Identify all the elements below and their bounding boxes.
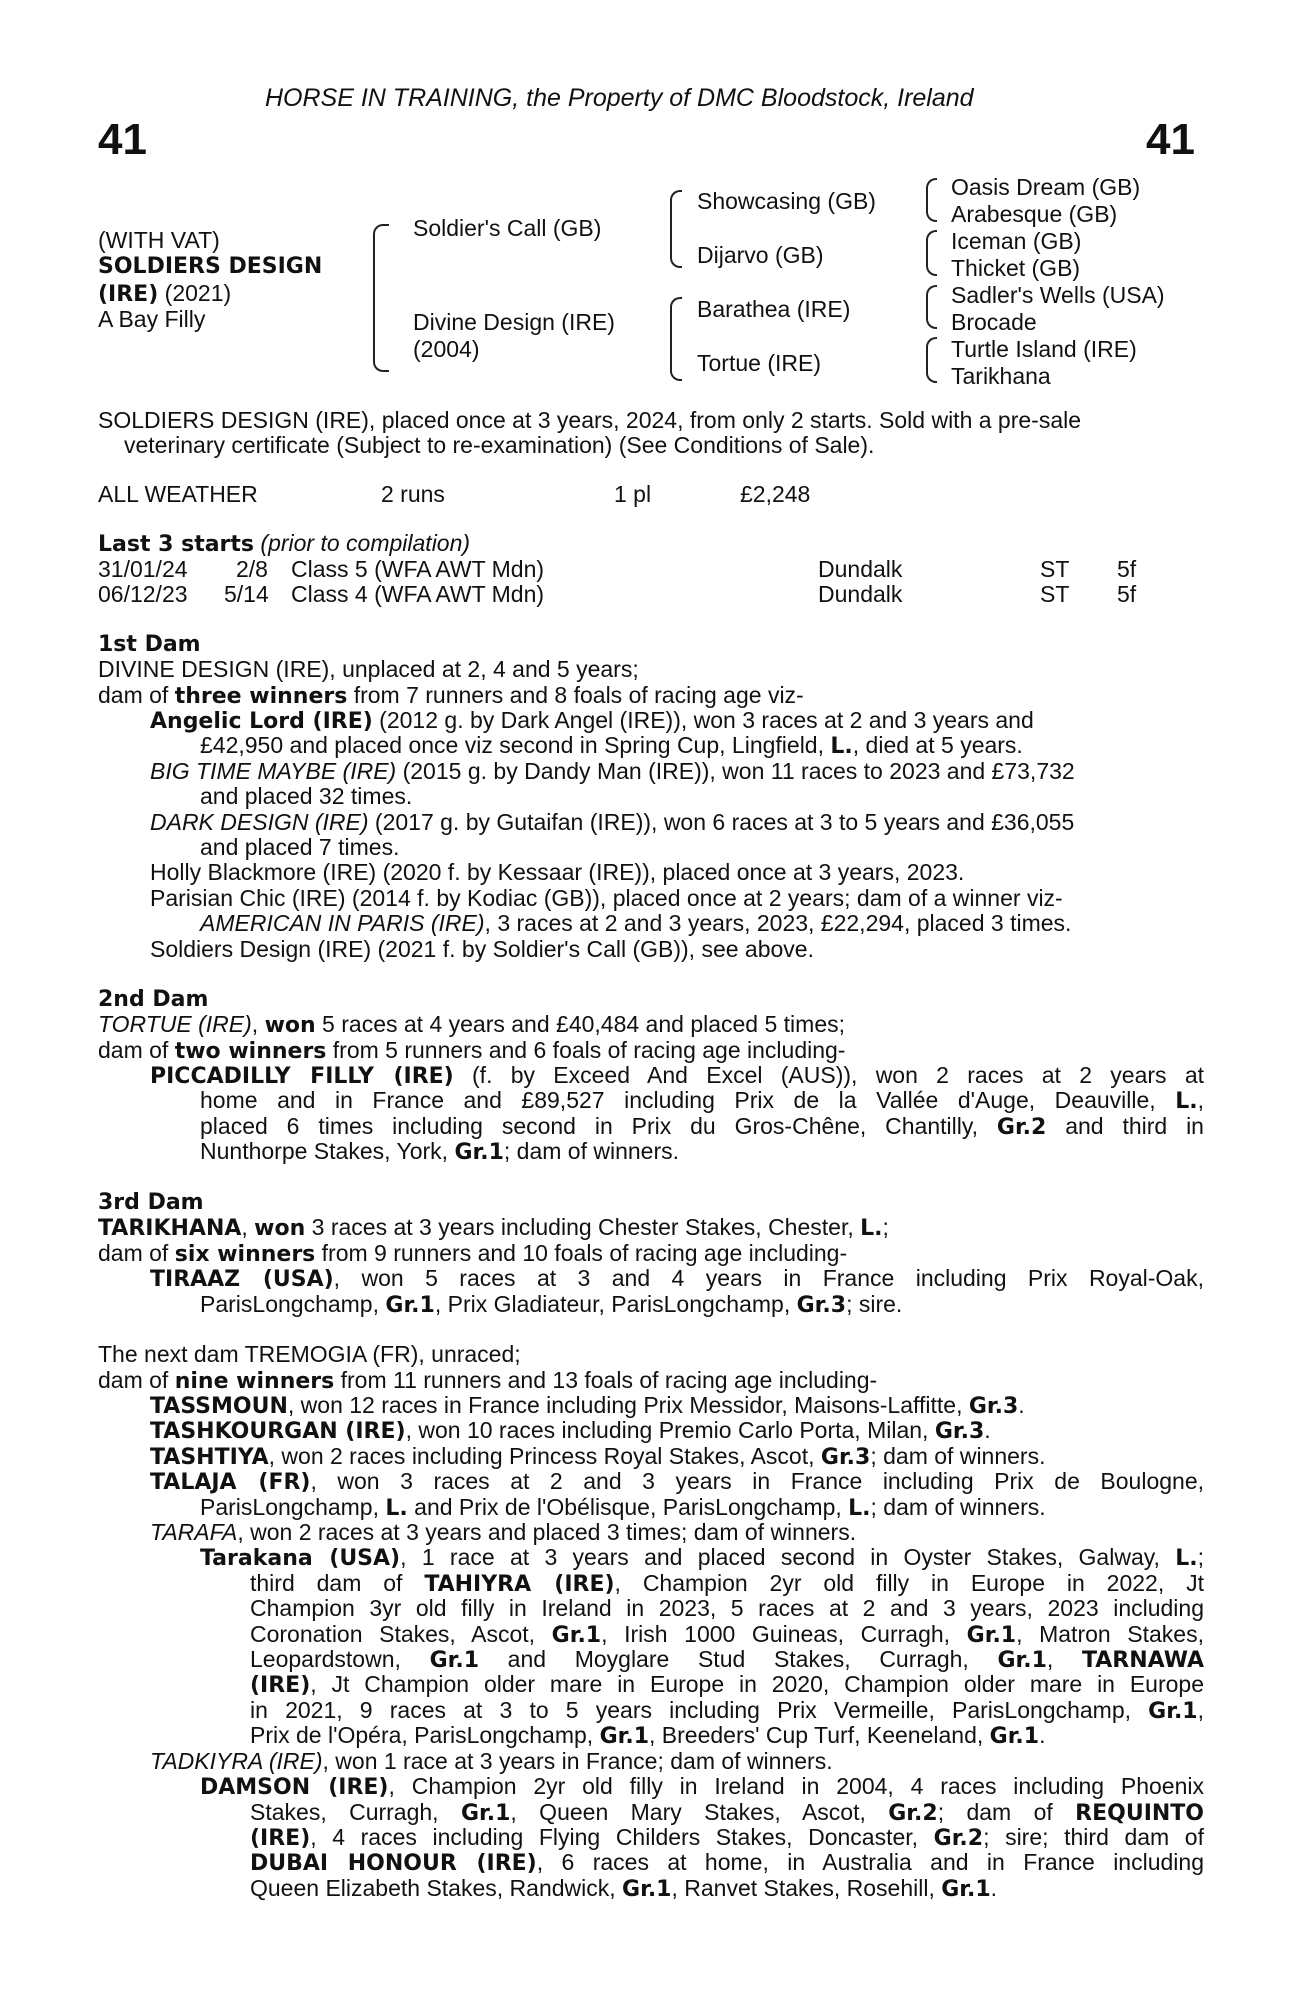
start-date: 31/01/24 [98,556,188,582]
next-dam-entry-cont: ParisLongchamp, L. and Prix de l'Obélisque, ParisLongchamp, L.; dam of winners. [200,1494,1046,1521]
lot-number-left: 41 [98,115,147,164]
first-dam-entry-cont: and placed 7 times. [200,834,400,860]
second-dam-entry-cont: placed 6 times including second in Prix du Gros-Chêne, Chantilly, Gr.2 and third in [200,1113,1204,1140]
next-dam-subentry-cont: Queen Elizabeth Stakes, Randwick, Gr.1, Ranvet Stakes, Rosehill, Gr.1. [250,1875,998,1902]
pedigree-g4: Thicket (GB) [951,255,1081,281]
next-dam-subentry-cont: Prix de l'Opéra, ParisLongchamp, Gr.1, Breeders' Cup Turf, Keeneland, Gr.1. [250,1722,1046,1749]
first-dam-heading: 1st Dam [98,632,201,657]
pedigree-dam: Divine Design (IRE) [413,309,615,335]
next-dam-subentry-cont: Stakes, Curragh, Gr.1, Queen Mary Stakes, Ascot, Gr.2; dam of REQUINTO [250,1799,1205,1826]
first-dam-entry: DARK DESIGN (IRE) (2017 g. by Gutaifan (IRE)), won 6 races at 3 to 5 years and £36,055 [150,809,1075,835]
pedigree-g1: Oasis Dream (GB) [951,174,1141,200]
first-dam-entry: Soldiers Design (IRE) (2021 f. by Soldier's Call (GB)), see above. [150,936,814,962]
summary-line1: SOLDIERS DESIGN (IRE), placed once at 3 years, 2024, from only 2 starts. Sold with a pre-sale [98,407,1082,433]
first-dam-entry: BIG TIME MAYBE (IRE) (2015 g. by Dandy Man (IRE)), won 11 races to 2023 and £73,732 [150,758,1075,784]
horse-name: SOLDIERS DESIGN [98,254,323,279]
start-going: ST [1040,581,1070,607]
next-dam-subentry: Tarakana (USA), 1 race at 3 years and placed second in Oyster Stakes, Galway, L.; [200,1544,1204,1571]
start-distance: 5f [1117,556,1137,582]
first-dam-line2: dam of three winners from 7 runners and 8 foals of racing age viz- [98,682,804,709]
start-course: Dundalk [818,556,903,582]
lot-number-right: 41 [1146,115,1195,164]
record-runs: 2 runs [381,481,445,507]
second-dam-line1: TORTUE (IRE), won 5 races at 4 years and £40,484 and placed 5 times; [98,1011,846,1038]
next-dam-subentry: DAMSON (IRE), Champion 2yr old filly in Ireland in 2004, 4 races including Phoenix [200,1773,1204,1800]
pedigree-brace-sire [670,190,682,268]
pedigree-g7: Turtle Island (IRE) [951,336,1137,362]
start-distance: 5f [1117,581,1137,607]
first-dam-entry-cont: AMERICAN IN PARIS (IRE), 3 races at 2 and 3 years, 2023, £22,294, placed 3 times. [200,910,1072,936]
next-dam-subentry-cont: DUBAI HONOUR (IRE), 6 races at home, in Australia and in France including [250,1849,1204,1876]
next-dam-subentry-cont: in 2021, 9 races at 3 to 5 years including Prix Vermeille, ParisLongchamp, Gr.1, [250,1697,1204,1724]
pedigree-brace-g2 [926,230,937,276]
pedigree-g8: Tarikhana [951,363,1051,389]
next-dam-line1: The next dam TREMOGIA (FR), unraced; [98,1341,521,1367]
pedigree-sire-sire: Showcasing (GB) [697,188,876,214]
third-dam-line1: TARIKHANA, won 3 races at 3 years including Chester Stakes, Chester, L.; [98,1214,889,1241]
record-prize: £2,248 [740,481,811,507]
page-title: HORSE IN TRAINING, the Property of DMC Bloodstock, Ireland [265,84,974,112]
next-dam-entry: TARAFA, won 2 races at 3 years and placed 3 times; dam of winners. [150,1519,857,1545]
next-dam-subentry-cont: third dam of TAHIYRA (IRE), Champion 2yr old filly in Europe in 2022, Jt [250,1570,1204,1597]
first-dam-entry-cont: £42,950 and placed once viz second in Spring Cup, Lingfield, L., died at 5 years. [200,732,1023,759]
next-dam-entry: TADKIYRA (IRE), won 1 race at 3 years in France; dam of winners. [150,1748,833,1774]
horse-name-suffix: (IRE) (2021) [98,280,232,307]
start-date: 06/12/23 [98,581,188,607]
next-dam-subentry-cont: (IRE), 4 races including Flying Childers Stakes, Doncaster, Gr.2; sire; third dam of [250,1824,1204,1851]
next-dam-entry: TALAJA (FR), won 3 races at 2 and 3 years in France including Prix de Boulogne, [150,1468,1204,1495]
starts-heading: Last 3 starts (prior to compilation) [98,530,471,557]
first-dam-entry: Parisian Chic (IRE) (2014 f. by Kodiac (GB)), placed once at 2 years; dam of a winner viz- [150,885,1063,911]
next-dam-subentry-cont: (IRE), Jt Champion older mare in Europe in 2020, Champion older mare in Europe [250,1671,1204,1698]
start-going: ST [1040,556,1070,582]
second-dam-line2: dam of two winners from 5 runners and 6 foals of racing age including- [98,1037,846,1064]
second-dam-heading: 2nd Dam [98,987,209,1012]
horse-description: A Bay Filly [98,306,206,332]
next-dam-entry: TASHTIYA, won 2 races including Princess Royal Stakes, Ascot, Gr.3; dam of winners. [150,1443,1046,1470]
pedigree-sire-dam: Dijarvo (GB) [697,242,824,268]
start-race: Class 4 (WFA AWT Mdn) [291,581,545,607]
start-course: Dundalk [818,581,903,607]
third-dam-heading: 3rd Dam [98,1190,204,1215]
next-dam-subentry-cont: Leopardstown, Gr.1 and Moyglare Stud Stakes, Curragh, Gr.1, TARNAWA [250,1646,1205,1673]
first-dam-line1: DIVINE DESIGN (IRE), unplaced at 2, 4 and 5 years; [98,656,639,682]
second-dam-entry: PICCADILLY FILLY (IRE) (f. by Exceed And Excel (AUS)), won 2 races at 2 years at [150,1062,1204,1089]
pedigree-dam-year: (2004) [413,336,480,362]
third-dam-line2: dam of six winners from 9 runners and 10 foals of racing age including- [98,1240,848,1267]
pedigree-dam-sire: Barathea (IRE) [697,296,851,322]
third-dam-entry: TIRAAZ (USA), won 5 races at 3 and 4 years in France including Prix Royal-Oak, [150,1265,1204,1292]
pedigree-g5: Sadler's Wells (USA) [951,282,1165,308]
pedigree-g2: Arabesque (GB) [951,201,1118,227]
start-race: Class 5 (WFA AWT Mdn) [291,556,545,582]
summary-line2: veterinary certificate (Subject to re-examination) (See Conditions of Sale). [124,432,875,458]
start-position: 2/8 [236,556,268,582]
pedigree-brace-dam [670,297,682,381]
second-dam-entry-cont: Nunthorpe Stakes, York, Gr.1; dam of winners. [200,1138,680,1165]
start-position: 5/14 [224,581,269,607]
next-dam-line2: dam of nine winners from 11 runners and 13 foals of racing age including- [98,1367,878,1394]
second-dam-entry-cont: home and in France and £89,527 including Prix de la Vallée d'Auge, Deauville, L., [200,1087,1204,1114]
record-surface: ALL WEATHER [98,481,258,507]
pedigree-brace-g1 [926,178,937,222]
vat-label: (WITH VAT) [98,227,220,253]
pedigree-g6: Brocade [951,309,1037,335]
pedigree-brace-main [373,224,389,372]
third-dam-entry-cont: ParisLongchamp, Gr.1, Prix Gladiateur, ParisLongchamp, Gr.3; sire. [200,1291,903,1318]
record-placed: 1 pl [614,481,652,507]
next-dam-subentry-cont: Coronation Stakes, Ascot, Gr.1, Irish 1000 Guineas, Curragh, Gr.1, Matron Stakes, [250,1621,1204,1648]
pedigree-g3: Iceman (GB) [951,228,1082,254]
first-dam-entry: Holly Blackmore (IRE) (2020 f. by Kessaar (IRE)), placed once at 3 years, 2023. [150,859,965,885]
pedigree-sire: Soldier's Call (GB) [413,215,602,241]
first-dam-entry: Angelic Lord (IRE) (2012 g. by Dark Angel (IRE)), won 3 races at 2 and 3 years and [150,707,1034,734]
pedigree-dam-dam: Tortue (IRE) [697,350,821,376]
first-dam-entry-cont: and placed 32 times. [200,783,413,809]
next-dam-subentry-cont: Champion 3yr old filly in Ireland in 2023, 5 races at 2 and 3 years, 2023 including [250,1595,1204,1621]
next-dam-entry: TASSMOUN, won 12 races in France including Prix Messidor, Maisons-Laffitte, Gr.3. [150,1392,1025,1419]
pedigree-brace-g4 [926,337,937,383]
pedigree-brace-g3 [926,285,937,329]
next-dam-entry: TASHKOURGAN (IRE), won 10 races including Premio Carlo Porta, Milan, Gr.3. [150,1417,991,1444]
